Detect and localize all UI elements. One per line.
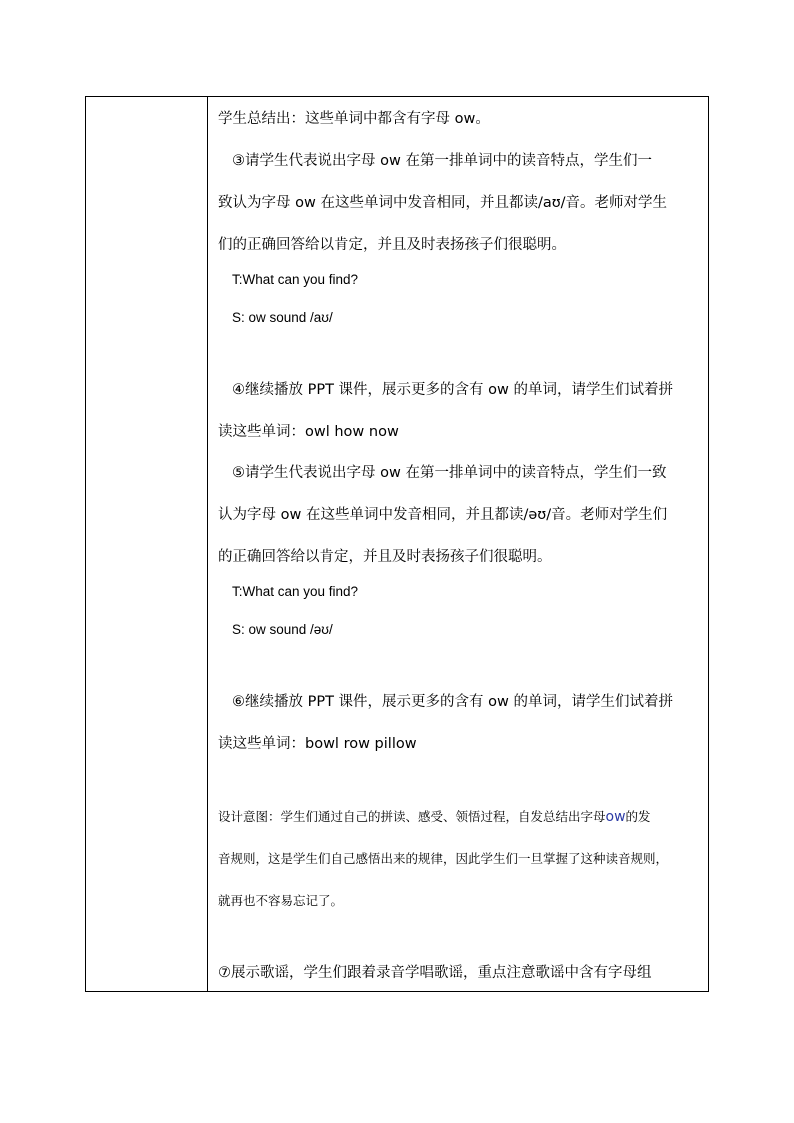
text-line: 致认为字母 ow 在这些单词中发音相同，并且都读/aʊ/音。老师对学生 [218,195,668,211]
dialogue-line: T:What can you find? [232,272,359,287]
text-line: ⑥继续播放 PPT 课件，展示更多的含有 ow 的单词，请学生们试着拼 [232,694,674,710]
text-line: ⑦展示歌谣，学生们跟着录音学唱歌谣，重点注意歌谣中含有字母组 [218,965,652,981]
text-line: 学生总结出：这些单词中都含有字母 ow。 [218,111,490,127]
text-line: ④继续播放 PPT 课件，展示更多的含有 ow 的单词，请学生们试着拼 [232,382,674,398]
design-intent-line: 就再也不容易忘记了。 [218,893,344,908]
design-intent-ow: ow [605,809,626,825]
text-line: 认为字母 ow 在这些单词中发音相同，并且都读/əʊ/音。老师对学生们 [218,507,668,523]
table-left-cell [86,97,208,991]
text-line: 们的正确回答给以肯定，并且及时表扬孩子们很聪明。 [218,237,566,253]
text-line: 读这些单词：owl how now [218,424,399,440]
design-intent-line [218,807,651,827]
text-line: 的正确回答给以肯定，并且及时表扬孩子们很聪明。 [218,549,552,565]
dialogue-line: T:What can you find? [232,584,359,599]
dialogue-line: S: ow sound /aʊ/ [232,310,333,325]
design-intent-tail: 的发 [625,809,651,824]
text-line: ③请学生代表说出字母 ow 在第一排单词中的读音特点，学生们一 [232,153,652,169]
design-intent-text: 设计意图：学生们通过自己的拼读、感受、领悟过程，自发总结出字母 [218,809,606,824]
lesson-table [85,96,709,992]
text-line: 读这些单词：bowl row pillow [218,736,417,752]
text-line: ⑤请学生代表说出字母 ow 在第一排单词中的读音特点，学生们一致 [232,465,667,481]
design-intent-line: 音规则，这是学生们自己感悟出来的规律，因此学生们一旦掌握了这种读音规则， [218,851,669,866]
dialogue-line: S: ow sound /əʊ/ [232,622,333,637]
table-content-cell [208,97,708,991]
